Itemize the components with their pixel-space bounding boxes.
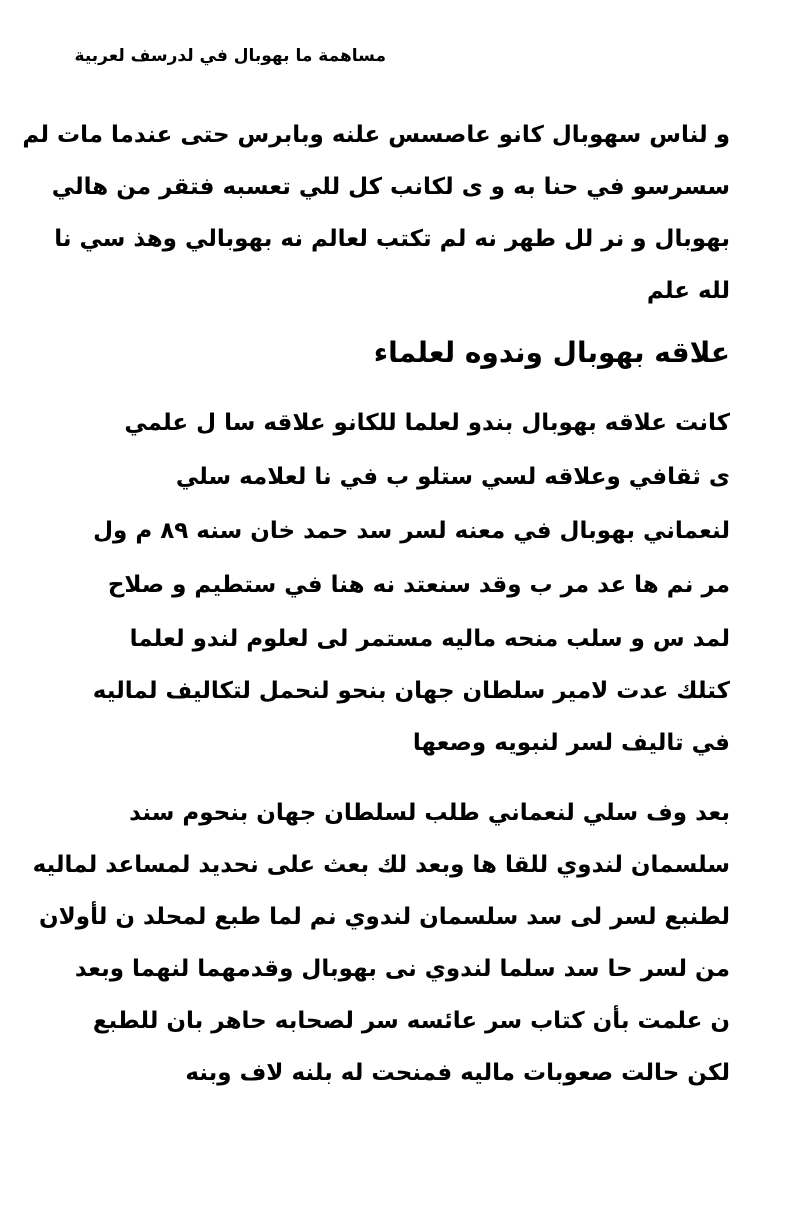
paragraph-3-line-6: لكن حالت صعوبات ماليه فمنحت له بلنه لاف وبنه xyxy=(185,1060,730,1086)
paragraph-3-line-5: ن علمت بأن كتاب سر عائسه سر لصحابه حاهر بان للطبع xyxy=(92,1008,730,1034)
paragraph-2-line-3: لنعماني بهوبال في معنه لسر سد حمد خان سنه ٨٩ م ول xyxy=(93,518,730,544)
paragraph-3-line-4: من لسر حا سد سلما لندوي نى بهوبال وقدمهما لنهما وبعد xyxy=(74,956,730,982)
paragraph-1-line-2: سسرسو في حنا به و ى لكانب كل للي تعسبه فتقر من هالي xyxy=(51,174,730,200)
running-header: مساهمة ما بهوبال في لدرسف لعربية xyxy=(74,46,386,66)
paragraph-3-line-1: بعد وف سلي لنعماني طلب لسلطان جهان بنحوم سند xyxy=(129,800,730,826)
paragraph-2-line-7: في تاليف لسر لنبويه وصعها xyxy=(412,730,730,756)
paragraph-1-line-3: بهوبال و نر لل طهر نه لم تكتب لعالم نه بهوبالي وهذ سي نا xyxy=(54,226,730,252)
paragraph-1-line-1: و لناس سهوبال كانو عاصسس علنه وبابرس حتى عندما مات لم xyxy=(22,122,730,148)
paragraph-2-line-2: ى ثقافي وعلاقه لسي ستلو ب في نا لعلامه سلي xyxy=(175,464,730,490)
paragraph-3-line-2: سلسمان لندوي للقا ها وبعد لك بعث على نحديد لمساعد لماليه xyxy=(32,852,730,878)
paragraph-2-line-1: كانت علاقه بهوبال بندو لعلما للكانو علاقه سا ل علمي xyxy=(124,410,730,436)
paragraph-3-line-3: لطنبع لسر لى سد سلسمان لندوي نم لما طبع لمحلد ن لأولان xyxy=(39,904,730,930)
paragraph-2-line-4: مر نم ها عد مر ب وقد سنعتد نه هنا في ستطيم و صلاح xyxy=(107,572,730,598)
paragraph-1-line-4: لله علم xyxy=(646,278,730,304)
section-heading: علاقه بهوبال وندوه لعلماء xyxy=(373,336,730,369)
paragraph-2-line-5: لمد س و سلب منحه ماليه مستمر لى لعلوم لندو لعلما xyxy=(129,626,730,652)
paragraph-2-line-6: كتلك عدت لامير سلطان جهان بنحو لنحمل لتكاليف لماليه xyxy=(92,678,730,704)
